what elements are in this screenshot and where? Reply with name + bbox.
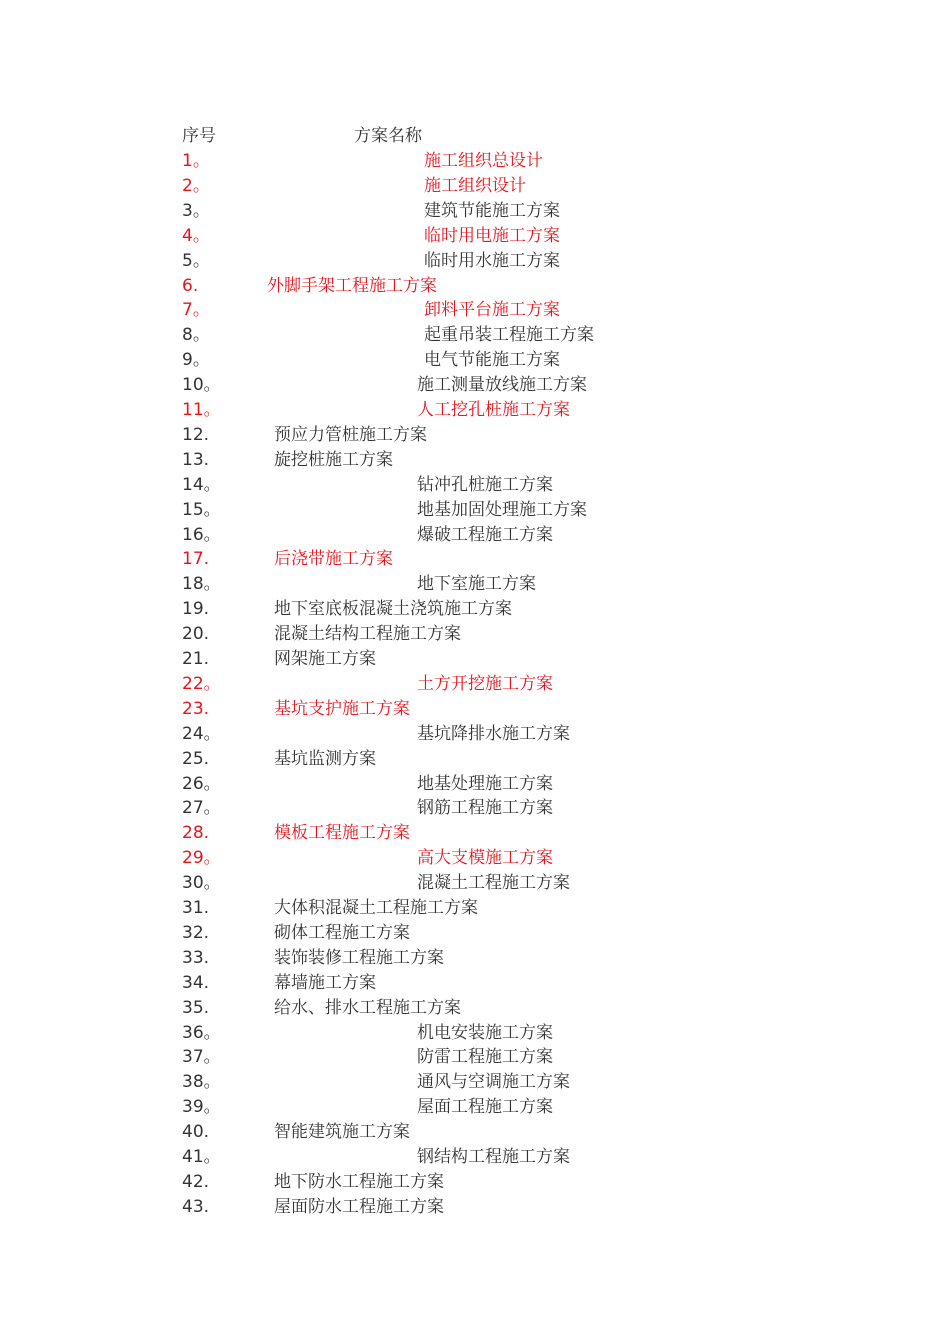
item-name: 幕墙施工方案 <box>274 972 376 993</box>
list-item <box>0 871 950 896</box>
item-name: 混凝土工程施工方案 <box>417 873 570 894</box>
item-number: 35. <box>182 997 210 1018</box>
item-number: 32. <box>182 922 210 943</box>
item-name: 土方开挖施工方案 <box>417 673 553 694</box>
list-item <box>0 423 950 448</box>
item-name: 钢筋工程施工方案 <box>417 798 553 819</box>
item-name: 后浇带施工方案 <box>274 549 393 570</box>
item-number: 40. <box>182 1122 210 1143</box>
item-number: 37。 <box>182 1047 221 1068</box>
item-name: 地下防水工程施工方案 <box>274 1171 444 1192</box>
item-number: 19. <box>182 599 210 620</box>
list-item <box>0 772 950 797</box>
list-item <box>0 323 950 348</box>
list-item <box>0 249 950 274</box>
column-header-number: 序号 <box>182 126 216 146</box>
item-number: 2。 <box>182 175 210 196</box>
item-name: 卸料平台施工方案 <box>424 300 560 321</box>
list-item <box>0 1021 950 1046</box>
item-name: 屋面工程施工方案 <box>417 1097 553 1118</box>
item-name: 人工挖孔桩施工方案 <box>417 400 570 420</box>
list-item <box>0 523 950 548</box>
list-item <box>0 672 950 697</box>
list-item <box>0 1145 950 1170</box>
item-name: 临时用电施工方案 <box>424 225 560 246</box>
list-item <box>0 796 950 821</box>
item-number: 25. <box>182 748 210 769</box>
item-name: 外脚手架工程施工方案 <box>267 275 437 296</box>
item-name: 大体积混凝土工程施工方案 <box>274 898 478 918</box>
list-item <box>0 373 950 398</box>
item-number: 42. <box>182 1171 210 1192</box>
item-name: 基坑支护施工方案 <box>274 698 410 719</box>
list-item <box>0 971 950 996</box>
item-number: 8。 <box>182 325 210 346</box>
list-item <box>0 274 950 299</box>
item-number: 20. <box>182 624 210 645</box>
list-item <box>0 149 950 174</box>
item-number: 6. <box>182 275 199 296</box>
item-name: 地下室底板混凝土浇筑施工方案 <box>274 599 512 620</box>
item-number: 3。 <box>182 200 210 221</box>
item-number: 16。 <box>182 524 221 545</box>
item-name: 爆破工程施工方案 <box>417 524 553 545</box>
item-name: 通风与空调施工方案 <box>417 1072 570 1093</box>
item-name: 地下室施工方案 <box>417 574 536 595</box>
list-item <box>0 996 950 1021</box>
item-number: 36。 <box>182 1022 221 1043</box>
item-number: 43. <box>182 1196 210 1217</box>
list-item <box>0 1045 950 1070</box>
item-number: 30。 <box>182 873 221 894</box>
list-item <box>0 647 950 672</box>
item-name: 网架施工方案 <box>274 649 376 669</box>
list-item <box>0 1095 950 1120</box>
list-item <box>0 547 950 572</box>
item-number: 34. <box>182 972 210 993</box>
item-number: 41。 <box>182 1147 221 1167</box>
list-item <box>0 921 950 946</box>
item-number: 24。 <box>182 723 221 744</box>
item-name: 智能建筑施工方案 <box>274 1122 410 1143</box>
item-name: 建筑节能施工方案 <box>424 200 560 221</box>
list-item <box>0 572 950 597</box>
item-number: 18。 <box>182 574 221 595</box>
item-name: 施工组织总设计 <box>424 151 543 171</box>
list-item <box>0 896 950 921</box>
list-item <box>0 622 950 647</box>
item-name: 机电安装施工方案 <box>417 1022 553 1043</box>
item-name: 临时用水施工方案 <box>424 250 560 271</box>
item-number: 12. <box>182 424 210 445</box>
item-number: 39。 <box>182 1097 221 1118</box>
item-name: 模板工程施工方案 <box>274 823 410 844</box>
item-name: 钻冲孔桩施工方案 <box>417 474 553 495</box>
item-number: 9。 <box>182 350 210 371</box>
item-number: 31. <box>182 898 210 918</box>
list-item <box>0 846 950 871</box>
item-name: 砌体工程施工方案 <box>274 922 410 943</box>
item-number: 1。 <box>182 151 210 171</box>
item-number: 27。 <box>182 798 221 819</box>
list-item <box>0 697 950 722</box>
item-number: 38。 <box>182 1072 221 1093</box>
item-number: 11。 <box>182 400 221 420</box>
list-item <box>0 448 950 473</box>
item-name: 钢结构工程施工方案 <box>417 1147 570 1167</box>
item-number: 10。 <box>182 375 221 396</box>
list-item <box>0 1170 950 1195</box>
item-number: 13. <box>182 449 210 470</box>
item-number: 7。 <box>182 300 210 321</box>
list-item <box>0 224 950 249</box>
item-name: 基坑降排水施工方案 <box>417 723 570 744</box>
list-item <box>0 1070 950 1095</box>
list-item <box>0 174 950 199</box>
item-name: 防雷工程施工方案 <box>417 1047 553 1068</box>
item-name: 电气节能施工方案 <box>424 350 560 371</box>
list-item <box>0 1195 950 1220</box>
list-item <box>0 498 950 523</box>
item-name: 地基处理施工方案 <box>417 773 553 794</box>
list-item <box>0 1120 950 1145</box>
item-name: 起重吊装工程施工方案 <box>424 325 594 346</box>
item-name: 施工组织设计 <box>424 175 526 196</box>
item-number: 4。 <box>182 225 210 246</box>
item-number: 23. <box>182 698 210 719</box>
item-number: 33. <box>182 947 210 968</box>
list-item <box>0 473 950 498</box>
list-item <box>0 597 950 622</box>
item-name: 旋挖桩施工方案 <box>274 449 393 470</box>
item-name: 预应力管桩施工方案 <box>274 424 427 445</box>
list-item <box>0 199 950 224</box>
list-item <box>0 722 950 747</box>
item-name: 施工测量放线施工方案 <box>417 375 587 396</box>
item-name: 混凝土结构工程施工方案 <box>274 624 461 645</box>
item-name: 屋面防水工程施工方案 <box>274 1196 444 1217</box>
column-header-name: 方案名称 <box>354 126 422 146</box>
list-item <box>0 747 950 772</box>
item-name: 基坑监测方案 <box>274 748 376 769</box>
item-name: 装饰装修工程施工方案 <box>274 947 444 968</box>
item-number: 17. <box>182 549 210 570</box>
list-item <box>0 398 950 423</box>
item-name: 给水、排水工程施工方案 <box>274 997 461 1018</box>
list-item <box>0 821 950 846</box>
list-item <box>0 348 950 373</box>
item-name: 高大支模施工方案 <box>417 848 553 869</box>
list-item <box>0 946 950 971</box>
item-number: 22。 <box>182 673 221 694</box>
list-item <box>0 298 950 323</box>
item-name: 地基加固处理施工方案 <box>417 499 587 520</box>
item-number: 26。 <box>182 773 221 794</box>
item-number: 15。 <box>182 499 221 520</box>
item-number: 29。 <box>182 848 221 869</box>
item-number: 5。 <box>182 250 210 271</box>
item-number: 21. <box>182 649 210 669</box>
item-number: 14。 <box>182 474 221 495</box>
item-number: 28. <box>182 823 210 844</box>
